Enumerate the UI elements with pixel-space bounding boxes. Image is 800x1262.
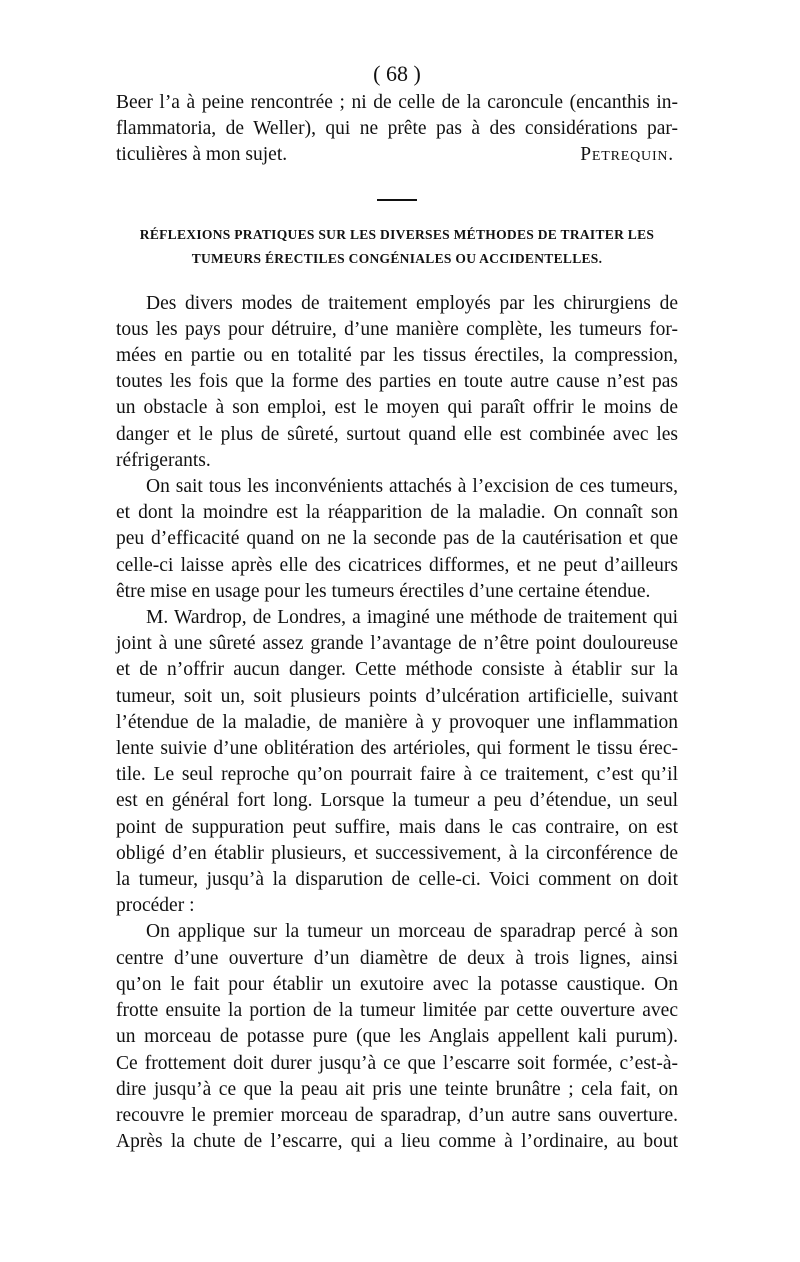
- book-page: [116, 60, 678, 1155]
- text-line: qu’on le fait pour établir un exutoire avec la potasse caustique. On: [116, 973, 678, 995]
- text-line: point de suppuration peut suffire, mais dans le cas contraire, on est: [116, 816, 678, 838]
- text-line: tous les pays pour détruire, d’une manière complète, les tumeurs for-: [116, 318, 678, 340]
- text-line: danger et le plus de sûreté, surtout quand elle est combinée avec les: [116, 423, 678, 445]
- text-line: Ce frottement doit durer jusqu’à ce que l’escarre soit formée, c’est-à-: [116, 1052, 678, 1074]
- text-line: On sait tous les inconvénients attachés à l’excision de ces tumeurs,: [146, 476, 678, 498]
- text-line: tumeur, soit un, soit plusieurs points d’ulcération artificielle, suivant: [116, 685, 678, 707]
- text-line: est en général fort long. Lorsque la tumeur a peu d’étendue, un seul: [116, 790, 678, 812]
- text-line: celle-ci laisse après elle des cicatrices difformes, et ne peut d’ailleurs: [116, 554, 678, 576]
- section-heading: [116, 223, 678, 271]
- text-line: ticulières à mon sujet.: [116, 144, 288, 166]
- heading-line: TUMEURS ÉRECTILES CONGÉNIALES OU ACCIDENTELLES.: [191, 250, 603, 266]
- author-signature: Petrequin.: [580, 144, 674, 166]
- text-line: procéder :: [116, 895, 195, 917]
- section-body: [116, 291, 678, 1156]
- text-line: et dont la moindre est la réapparition de la maladie. On connaît son: [116, 502, 678, 524]
- text-line: réfrigerants.: [116, 449, 211, 471]
- text-line: joint à une sûreté assez grande l’avantage de n’être point douloureuse: [116, 633, 678, 655]
- text-line: Beer l’a à peine rencontrée ; ni de celle de la caroncule (encanthis in-: [116, 92, 678, 113]
- text-line: dire jusqu’à ce que la peau ait pris une teinte brunâtre ; cela fait, on: [116, 1078, 678, 1100]
- text-line: toutes les fois que la forme des parties en toute autre cause n’est pas: [116, 371, 678, 393]
- heading-line: RÉFLEXIONS PRATIQUES SUR LES DIVERSES MÉTHODES DE TRAITER LES: [139, 226, 655, 242]
- text-line: peu d’efficacité quand on ne la seconde pas de la cautérisation et que: [116, 528, 678, 550]
- text-line: Des divers modes de traitement employés par les chirurgiens de: [146, 292, 678, 314]
- text-line: M. Wardrop, de Londres, a imaginé une méthode de traitement qui: [146, 607, 678, 629]
- text-line: la tumeur, jusqu’à la disparution de celle-ci. Voici comment on doit: [116, 869, 678, 891]
- text-line: centre d’une ouverture d’un diamètre de deux à trois lignes, ainsi: [116, 947, 678, 969]
- section-divider: [377, 199, 417, 201]
- text-line: être mise en usage pour les tumeurs érectiles d’une certaine étendue.: [116, 580, 651, 602]
- text-line: obligé d’en établir plusieurs, et successivement, à la circonférence de: [116, 842, 678, 864]
- text-line: l’étendue de la maladie, de manière à y provoquer une inflammation: [116, 711, 678, 733]
- paragraph: [116, 919, 678, 1155]
- text-line: flammatoria, de Weller), qui ne prête pas à des considérations par-: [116, 118, 678, 140]
- text-line: et de n’offrir aucun danger. Cette méthode consiste à établir sur la: [116, 659, 678, 681]
- page-number: ( 68 ): [373, 61, 421, 86]
- text-line: Après la chute de l’escarre, qui a lieu comme à l’ordinaire, au bout: [116, 1131, 678, 1153]
- paragraph: [116, 291, 678, 474]
- text-line: lente suivie d’une oblitération des artérioles, qui forment le tissu érec-: [116, 738, 678, 760]
- closing-line: [116, 142, 678, 168]
- text-line: On applique sur la tumeur un morceau de sparadrap percé à son: [146, 921, 678, 943]
- text-line: recouvre le premier morceau de sparadrap, d’un autre sans ouverture.: [116, 1104, 678, 1126]
- text-line: un morceau de potasse pure (que les Anglais appellent kali purum).: [116, 1026, 678, 1048]
- text-line: frotte ensuite la portion de la tumeur limitée par cette ouverture avec: [116, 1000, 678, 1022]
- paragraph: [116, 605, 678, 919]
- intro-paragraph: [116, 90, 678, 169]
- text-line: un obstacle à son emploi, est le moyen qui paraît offrir le moins de: [116, 397, 678, 419]
- text-line: tile. Le seul reproche qu’on pourrait faire à ce traitement, c’est qu’il: [116, 764, 678, 786]
- paragraph: [116, 474, 678, 605]
- text-line: mées en partie ou en totalité par les tissus érectiles, la compression,: [116, 345, 678, 367]
